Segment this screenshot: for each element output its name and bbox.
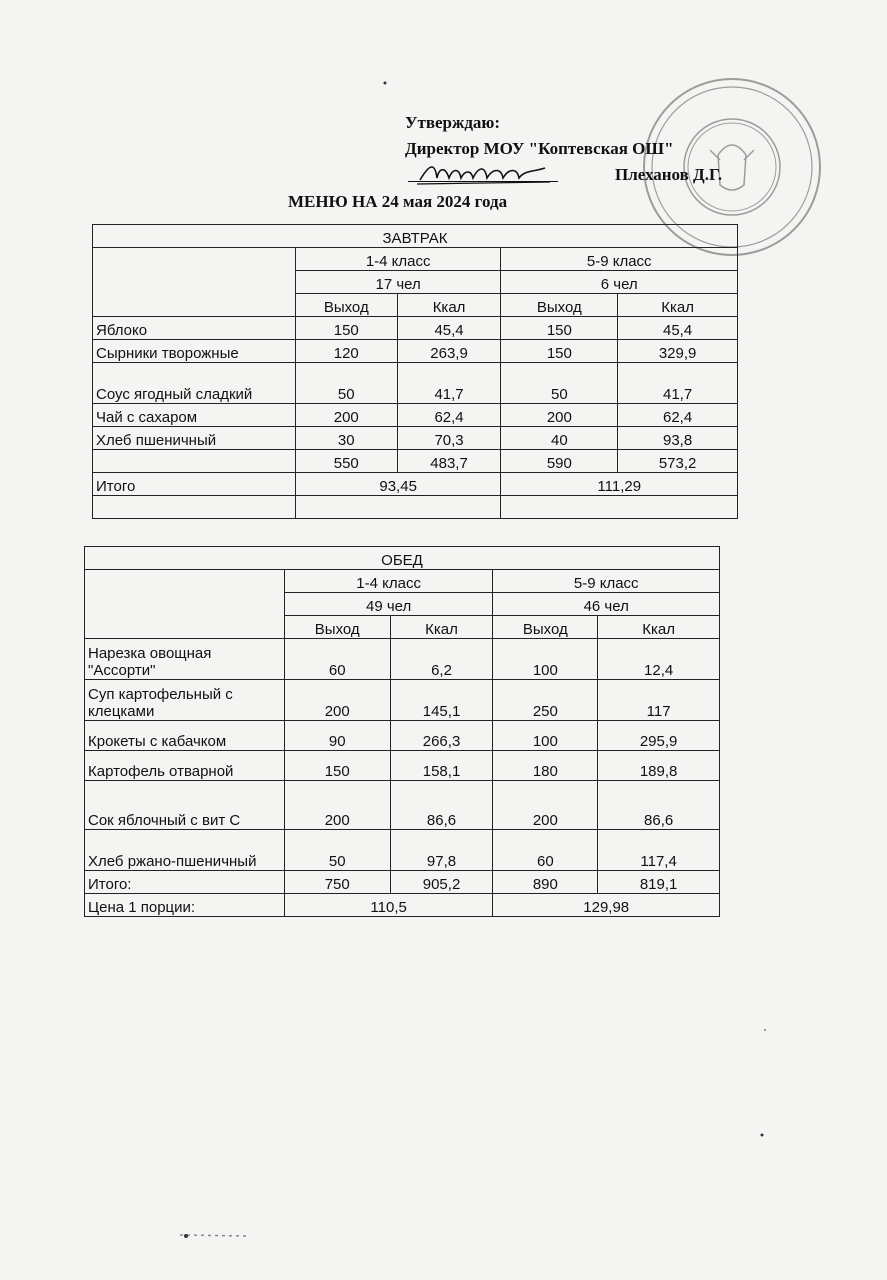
group-people: 17 чел (295, 271, 501, 294)
total-value: 93,45 (295, 473, 501, 496)
col-out: Выход (501, 294, 618, 317)
cell-value: 62,4 (397, 404, 501, 427)
total-label: Итого (93, 473, 296, 496)
cell-value: 189,8 (598, 751, 720, 781)
cell-value: 263,9 (397, 340, 501, 363)
dish-name: Крокеты с кабачком (85, 721, 285, 751)
price-value: 110,5 (284, 894, 493, 917)
dish-name: Хлеб ржано-пшеничный (85, 830, 285, 871)
col-kcal: Ккал (618, 294, 738, 317)
col-kcal: Ккал (390, 616, 493, 639)
price-label: Цена 1 порции: (85, 894, 285, 917)
group-name: 5-9 класс (501, 248, 738, 271)
approve-label: Утверждаю: (405, 113, 501, 132)
director-name: Плеханов Д.Г. (615, 165, 723, 184)
cell-value: 150 (501, 340, 618, 363)
cell-value: 86,6 (598, 781, 720, 830)
cell-value: 150 (501, 317, 618, 340)
cell-value: 50 (501, 363, 618, 404)
cell-value: 200 (284, 680, 390, 721)
cell-value: 12,4 (598, 639, 720, 680)
col-out: Выход (284, 616, 390, 639)
dish-name: Хлеб пшеничный (93, 427, 296, 450)
cell-value: 150 (284, 751, 390, 781)
price-value: 129,98 (493, 894, 720, 917)
group-name: 5-9 класс (493, 570, 720, 593)
cell-value: 93,8 (618, 427, 738, 450)
cell-value: 590 (501, 450, 618, 473)
col-out: Выход (493, 616, 598, 639)
total-value: 819,1 (598, 871, 720, 894)
cell-value: 200 (493, 781, 598, 830)
col-kcal: Ккал (598, 616, 720, 639)
cell-value: 120 (295, 340, 397, 363)
dish-name: Картофель отварной (85, 751, 285, 781)
cell-value: 60 (284, 639, 390, 680)
group-name: 1-4 класс (284, 570, 493, 593)
cell-value: 30 (295, 427, 397, 450)
cell-value: 50 (284, 830, 390, 871)
dish-name: Нарезка овощная "Ассорти" (85, 639, 285, 680)
lunch-label: ОБЕД (85, 547, 720, 570)
cell-value: 86,6 (390, 781, 493, 830)
cell-value: 41,7 (618, 363, 738, 404)
group-people: 6 чел (501, 271, 738, 294)
cell-value: 117,4 (598, 830, 720, 871)
cell-value: 150 (295, 317, 397, 340)
cell-value: 100 (493, 721, 598, 751)
group-people: 49 чел (284, 593, 493, 616)
total-value: 111,29 (501, 473, 738, 496)
cell-value: 295,9 (598, 721, 720, 751)
dish-name: Чай с сахаром (93, 404, 296, 427)
cell-value: 45,4 (397, 317, 501, 340)
col-kcal: Ккал (397, 294, 501, 317)
cell-value: 60 (493, 830, 598, 871)
dish-name: Суп картофельный с клецками (85, 680, 285, 721)
cell-value: 250 (493, 680, 598, 721)
cell-value: 117 (598, 680, 720, 721)
total-label: Итого: (85, 871, 285, 894)
cell-value: 550 (295, 450, 397, 473)
cell-value: 6,2 (390, 639, 493, 680)
cell-value: 200 (295, 404, 397, 427)
col-out: Выход (295, 294, 397, 317)
cell-value: 329,9 (618, 340, 738, 363)
cell-value: 180 (493, 751, 598, 781)
page-title: МЕНЮ НА 24 мая 2024 года (288, 192, 508, 211)
director-position: Директор МОУ "Коптевская ОШ" (405, 139, 674, 158)
breakfast-label: ЗАВТРАК (93, 225, 738, 248)
cell-value: 266,3 (390, 721, 493, 751)
group-people: 46 чел (493, 593, 720, 616)
cell-value: 200 (501, 404, 618, 427)
cell-value: 62,4 (618, 404, 738, 427)
total-value: 750 (284, 871, 390, 894)
total-value: 890 (493, 871, 598, 894)
dish-name: Сырники творожные (93, 340, 296, 363)
cell-value: 40 (501, 427, 618, 450)
cell-value: 41,7 (397, 363, 501, 404)
cell-value: 573,2 (618, 450, 738, 473)
cell-value: 483,7 (397, 450, 501, 473)
cell-value: 158,1 (390, 751, 493, 781)
dish-name: Яблоко (93, 317, 296, 340)
cell-value: 100 (493, 639, 598, 680)
group-name: 1-4 класс (295, 248, 501, 271)
cell-value: 50 (295, 363, 397, 404)
cell-value: 70,3 (397, 427, 501, 450)
cell-value: 200 (284, 781, 390, 830)
dish-name: Сок яблочный с вит С (85, 781, 285, 830)
cell-value: 145,1 (390, 680, 493, 721)
cell-value: 90 (284, 721, 390, 751)
cell-value: 45,4 (618, 317, 738, 340)
cell-value: 97,8 (390, 830, 493, 871)
total-value: 905,2 (390, 871, 493, 894)
dish-name: Соус ягодный сладкий (93, 363, 296, 404)
